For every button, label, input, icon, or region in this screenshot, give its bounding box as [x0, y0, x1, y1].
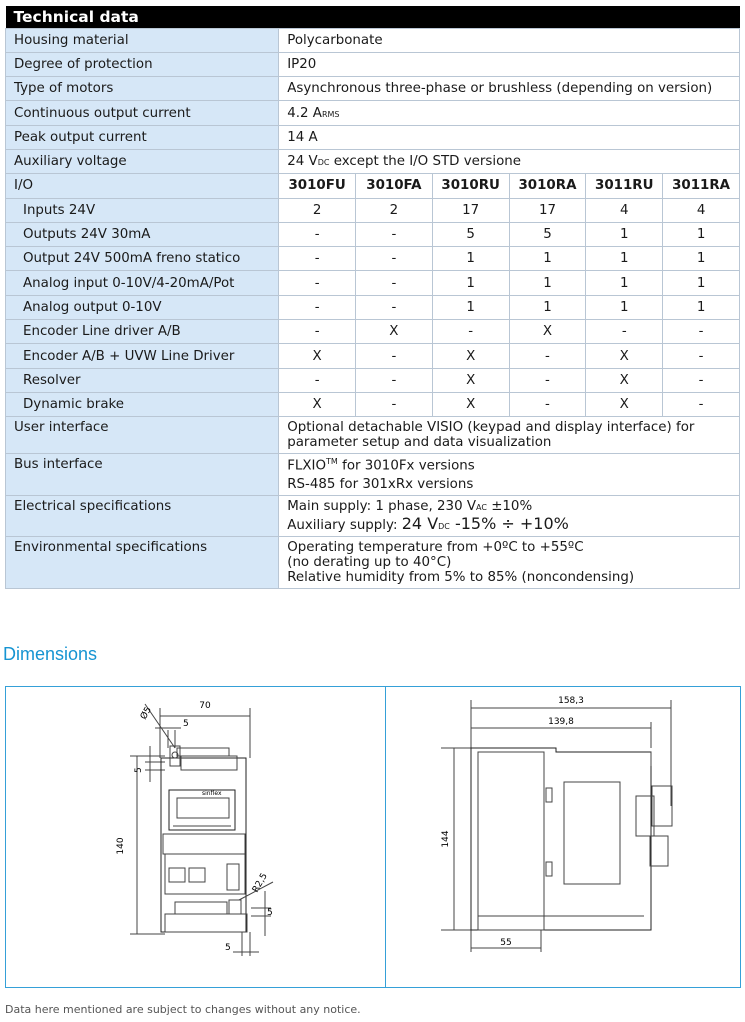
io-cell: -	[356, 271, 433, 295]
body-depth-label: 139,8	[548, 717, 574, 727]
io-cell: X	[432, 392, 509, 416]
label-area	[564, 782, 620, 884]
io-cell: 1	[663, 222, 740, 246]
io-cell: -	[663, 392, 740, 416]
io-cell: -	[279, 320, 356, 344]
io-row	[6, 344, 740, 368]
io-cell: X	[586, 392, 663, 416]
io-row	[6, 247, 740, 271]
side-height-label: 144	[441, 830, 451, 848]
footnote: Data here mentioned are subject to changes without any notice.	[5, 1003, 361, 1016]
table-row	[6, 454, 740, 495]
io-cell: -	[356, 392, 433, 416]
io-cell: 2	[356, 198, 433, 222]
io-cell: X	[509, 320, 586, 344]
io-cell: 1	[509, 295, 586, 319]
row-label: Housing material	[6, 28, 279, 52]
side-connector-plug	[652, 786, 672, 826]
display-window	[177, 798, 229, 818]
io-cell: 1	[663, 295, 740, 319]
io-cell: 1	[586, 222, 663, 246]
led-panel	[163, 834, 245, 854]
io-cell: 1	[586, 271, 663, 295]
total-depth-label: 158,3	[558, 696, 584, 706]
io-cell: -	[509, 392, 586, 416]
model-header: 3010FA	[356, 174, 433, 198]
io-cell: -	[356, 222, 433, 246]
io-cell: 2	[279, 198, 356, 222]
io-cell: 4	[586, 198, 663, 222]
radius-label: R2,5	[250, 871, 270, 895]
io-cell: -	[586, 320, 663, 344]
height-label: 140	[116, 837, 126, 855]
base-label: 55	[500, 938, 512, 948]
io-cell: 1	[586, 247, 663, 271]
table-row	[6, 536, 740, 588]
io-cell: 17	[432, 198, 509, 222]
io-cell: 1	[432, 247, 509, 271]
io-rows	[6, 198, 740, 417]
width-label: 70	[199, 701, 211, 711]
io-row-label: Inputs 24V	[6, 198, 279, 222]
row-label: Type of motors	[6, 77, 279, 101]
table-row	[6, 495, 740, 536]
io-row-label: Output 24V 500mA freno statico	[6, 247, 279, 271]
model-header: 3011RA	[663, 174, 740, 198]
row-label: User interface	[6, 417, 279, 454]
table-row	[6, 77, 740, 101]
table-title: Technical data	[6, 6, 740, 28]
row-label: Degree of protection	[6, 52, 279, 76]
row-label: Electrical specifications	[6, 495, 279, 536]
io-header-row	[6, 174, 740, 198]
sub-d-port	[227, 864, 239, 890]
io-cell: X	[356, 320, 433, 344]
io-cell: -	[356, 344, 433, 368]
io-cell: 1	[432, 271, 509, 295]
io-row	[6, 295, 740, 319]
io-cell: 5	[509, 222, 586, 246]
dimensions-title: Dimensions	[3, 644, 98, 664]
row-value: FLXIO™ for 3010Fx versions RS-485 for 301xRx versions	[279, 454, 740, 495]
bottom-offset-label: 5	[225, 943, 231, 953]
io-cell: 1	[509, 247, 586, 271]
io-row	[6, 198, 740, 222]
io-row-label: Resolver	[6, 368, 279, 392]
io-cell: -	[279, 247, 356, 271]
io-cell: -	[356, 247, 433, 271]
rj45-port	[169, 868, 185, 882]
io-cell: -	[509, 344, 586, 368]
io-cell: -	[663, 344, 740, 368]
io-cell: X	[586, 368, 663, 392]
model-header: 3011RU	[586, 174, 663, 198]
io-cell: X	[432, 344, 509, 368]
io-cell: 4	[663, 198, 740, 222]
table-row	[6, 52, 740, 76]
clip	[546, 862, 552, 876]
io-cell: 17	[509, 198, 586, 222]
io-row	[6, 320, 740, 344]
io-cell: -	[279, 271, 356, 295]
io-cell: 5	[432, 222, 509, 246]
io-row-label: Outputs 24V 30mA	[6, 222, 279, 246]
table-row	[6, 417, 740, 454]
io-row-label: Analog input 0-10V/4-20mA/Pot	[6, 271, 279, 295]
side-body-outline	[471, 748, 651, 930]
io-cell: -	[279, 295, 356, 319]
row-value: 4.2 ARMS	[279, 101, 740, 125]
model-header: 3010RA	[509, 174, 586, 198]
brand-label: sinflex	[202, 790, 222, 797]
io-row-label: Analog output 0-10V	[6, 295, 279, 319]
io-cell: X	[279, 392, 356, 416]
row-value: IP20	[279, 52, 740, 76]
side-connector-lower	[650, 836, 668, 866]
front-body-outline	[161, 758, 246, 932]
io-row	[6, 368, 740, 392]
table-row	[6, 101, 740, 125]
top-offset-label: 5	[183, 719, 189, 729]
row-label: Bus interface	[6, 454, 279, 495]
base-outline	[165, 914, 247, 932]
front-view-drawing	[5, 686, 385, 988]
technical-data-table	[5, 6, 740, 589]
io-cell: X	[279, 344, 356, 368]
io-row	[6, 392, 740, 416]
io-cell: 1	[509, 271, 586, 295]
hole-label: Ø5	[138, 705, 155, 722]
table-row	[6, 28, 740, 52]
table-row	[6, 125, 740, 149]
row-value: Polycarbonate	[279, 28, 740, 52]
row-value: Main supply: 1 phase, 230 VAC ±10% Auxiliary supply: 24 VDC -15% ÷ +10%	[279, 495, 740, 536]
left-offset-label: 5	[134, 767, 144, 773]
side-panel	[478, 752, 544, 930]
io-cell: -	[663, 320, 740, 344]
side-offset-label: 5	[267, 908, 273, 918]
rj45-port	[189, 868, 205, 882]
io-row-label: Encoder Line driver A/B	[6, 320, 279, 344]
model-header: 3010FU	[279, 174, 356, 198]
io-cell: X	[586, 344, 663, 368]
clip	[546, 788, 552, 802]
io-cell: -	[356, 368, 433, 392]
row-value: 24 VDC except the I/O STD versione	[279, 149, 740, 173]
row-label: Continuous output current	[6, 101, 279, 125]
io-label: I/O	[6, 174, 279, 198]
io-cell: -	[279, 222, 356, 246]
io-cell: 1	[663, 247, 740, 271]
table-row	[6, 149, 740, 173]
row-value: 14 A	[279, 125, 740, 149]
side-view-drawing	[386, 686, 740, 988]
io-row	[6, 222, 740, 246]
io-cell: -	[509, 368, 586, 392]
bottom-terminal-block	[175, 902, 227, 914]
row-value: Operating temperature from +0ºC to +55ºC (no derating up to 40°C) Relative humidity from 5% to 85% (noncondensing)	[279, 536, 740, 588]
io-cell: -	[279, 368, 356, 392]
row-label: Peak output current	[6, 125, 279, 149]
row-label: Auxiliary voltage	[6, 149, 279, 173]
row-label: Environmental specifications	[6, 536, 279, 588]
io-cell: 1	[586, 295, 663, 319]
io-cell: 1	[663, 271, 740, 295]
io-cell: -	[663, 368, 740, 392]
io-cell: 1	[432, 295, 509, 319]
top-terminal-screws	[177, 748, 229, 756]
io-row	[6, 271, 740, 295]
model-header: 3010RU	[432, 174, 509, 198]
io-row-label: Dynamic brake	[6, 392, 279, 416]
row-value: Asynchronous three-phase or brushless (depending on version)	[279, 77, 740, 101]
io-cell: -	[432, 320, 509, 344]
ground-screw	[229, 900, 241, 914]
io-cell: -	[356, 295, 433, 319]
io-cell: X	[432, 368, 509, 392]
io-row-label: Encoder A/B + UVW Line Driver	[6, 344, 279, 368]
row-value: Optional detachable VISIO (keypad and display interface) for parameter setup and data visualization	[279, 417, 740, 454]
